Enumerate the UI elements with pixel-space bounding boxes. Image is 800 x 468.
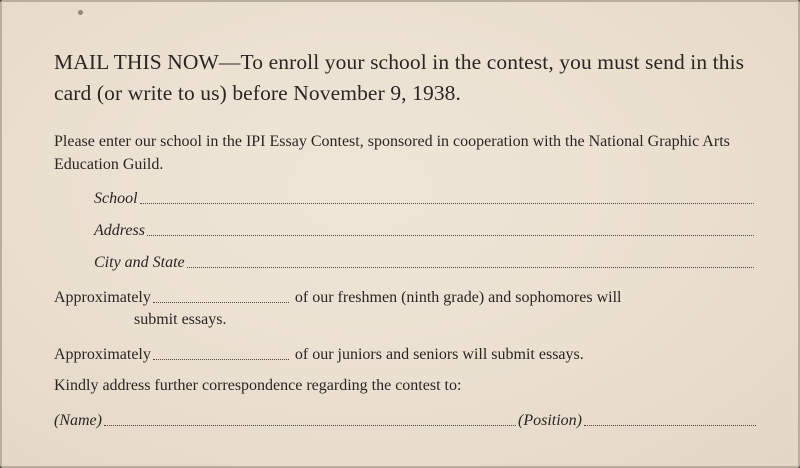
- approx1-continuation: submit essays.: [134, 311, 227, 328]
- school-label: School: [94, 190, 138, 207]
- freshmen-count-field[interactable]: [54, 285, 764, 307]
- approx1-label: Approximately: [54, 289, 151, 306]
- name-position-field[interactable]: [54, 408, 758, 430]
- name-label: (Name): [54, 412, 102, 429]
- city-state-blank[interactable]: [187, 266, 754, 268]
- approx2-label: Approximately: [54, 346, 151, 363]
- correspondence-text: Kindly address further correspondence regarding the contest to:: [54, 377, 462, 394]
- address-field[interactable]: [94, 218, 756, 240]
- school-field[interactable]: [94, 186, 756, 208]
- headline: MAIL THIS NOW—To enroll your school in the contest, you must send in this card (or write to us) before November 9, 1938.: [54, 50, 745, 105]
- name-blank[interactable]: [104, 424, 516, 426]
- intro-paragraph: Please enter our school in the IPI Essay Contest, sponsored in cooperation with the National Graphic Arts Education Guild.: [54, 133, 730, 173]
- position-blank[interactable]: [584, 424, 756, 426]
- position-label: (Position): [518, 412, 582, 429]
- city-state-label: City and State: [94, 254, 185, 271]
- school-blank[interactable]: [140, 202, 754, 204]
- approx1-text: of our freshmen (ninth grade) and sophomores will: [294, 289, 622, 306]
- address-label: Address: [94, 222, 145, 239]
- stain-mark: [78, 10, 83, 15]
- city-state-field[interactable]: [94, 250, 756, 272]
- juniors-count-blank[interactable]: [153, 358, 289, 360]
- freshmen-count-blank[interactable]: [153, 301, 289, 303]
- approx2-text: of our juniors and seniors will submit essays.: [294, 346, 584, 363]
- juniors-count-field[interactable]: [54, 342, 764, 364]
- address-blank[interactable]: [147, 234, 754, 236]
